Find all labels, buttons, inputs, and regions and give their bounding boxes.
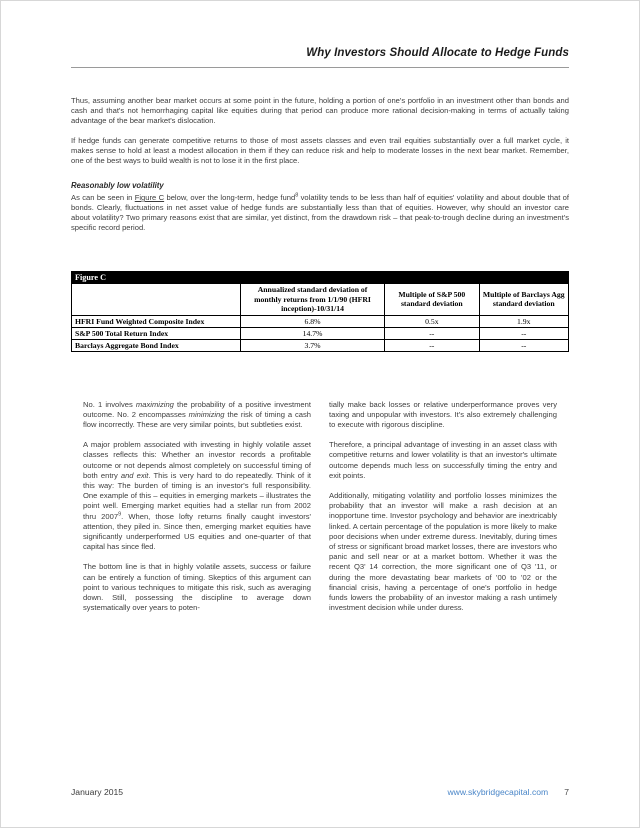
text-run: the probability of a positive investment outcome. No. 2 encompasses bbox=[83, 399, 311, 419]
section-heading: Reasonably low volatility bbox=[71, 181, 164, 190]
table-row bbox=[72, 339, 569, 351]
table-cell: 0.5x bbox=[385, 315, 479, 327]
emphasis-and-exit: and exit bbox=[120, 470, 149, 480]
table-row bbox=[72, 315, 569, 327]
text-run: No. 1 involves bbox=[83, 399, 136, 409]
paragraph-volatility bbox=[71, 193, 569, 233]
figure-c-table bbox=[71, 271, 569, 352]
table-header-empty bbox=[72, 284, 241, 316]
text-run: As can be seen in bbox=[71, 193, 135, 202]
table-header-annualized-std: Annualized standard deviation of monthly returns from 1/1/90 (HFRI inception)-10/31/14 bbox=[240, 284, 384, 316]
left-column bbox=[83, 400, 311, 624]
row-label-barclays: Barclays Aggregate Bond Index bbox=[72, 339, 241, 351]
footer-right bbox=[447, 787, 569, 797]
table-cell: -- bbox=[385, 327, 479, 339]
text-run: the risk of timing a cash flow incorrectly. These are very similar points, but subtleties exist. bbox=[83, 409, 311, 429]
table-cell: 3.7% bbox=[240, 339, 384, 351]
table-cell: 6.8% bbox=[240, 315, 384, 327]
table-header-sp500-multiple: Multiple of S&P 500 standard deviation bbox=[385, 284, 479, 316]
figure-c-reference: Figure C bbox=[134, 193, 165, 202]
footer-date: January 2015 bbox=[71, 787, 124, 797]
page-number: 7 bbox=[564, 787, 569, 797]
paragraph-right-2: Therefore, a principal advantage of investing in an asset class with competitive returns and lower volatility is that an investor's ultimate outcome depends much less on successfully timing the entry and exit points. bbox=[329, 440, 557, 480]
document-title: Why Investors Should Allocate to Hedge Funds bbox=[71, 47, 569, 68]
two-column-text bbox=[71, 400, 569, 624]
text-run: A major problem associated with investing in highly volatile asset classes reflects this: Whether an investor records a profitable outcome or not depends almost completely on successful timing of both entry bbox=[83, 440, 311, 480]
row-label-sp500: S&P 500 Total Return Index bbox=[72, 327, 241, 339]
table-cell: -- bbox=[385, 339, 479, 351]
body-text bbox=[71, 96, 569, 623]
table-cell: 14.7% bbox=[240, 327, 384, 339]
paragraph-left-1 bbox=[83, 400, 311, 431]
table-cell: 1.9x bbox=[479, 315, 568, 327]
paragraph-right-1: tially make back losses or relative underperformance proves very taxing and unpopular with investors. It's also extremely challenging to execute with rigorous discipline. bbox=[329, 399, 557, 429]
table-header-barclays-multiple: Multiple of Barclays Agg standard deviation bbox=[479, 284, 568, 316]
figure-c-title: Figure C bbox=[72, 272, 569, 284]
paragraph-intro-2: If hedge funds can generate competitive returns to those of most assets classes and even trail equities substantially over a full market cycle, it makes sense to hold at least a modest allocation in them if they can reduce risk and help to moderate losses in the next bear market. Remember, one of the best ways to build wealth is not to lose it in the first place. bbox=[71, 136, 569, 165]
text-run: volatility tends to be less than half of equities' volatility and about double that of bonds. Clearly, fluctuations in net asset value of hedge funds are substantially less than that of equities. However, why should an investor care about volatility? Two primary reasons exist that are similar, yet distinct, from the drawdown risk – that peak-to-trough decline during an investment's specific record period. bbox=[71, 193, 570, 232]
text-run: . When, those lofty returns finally caught investors' attention, they piled in. Since then, emerging market equities have significantly underperformed US equities and one-quarter of that capital has since fled. bbox=[83, 511, 312, 552]
website-link[interactable]: www.skybridgecapital.com bbox=[447, 787, 549, 797]
page-footer bbox=[71, 787, 569, 797]
page-content bbox=[71, 47, 569, 623]
row-label-hfri: HFRI Fund Weighted Composite Index bbox=[72, 315, 241, 327]
table-cell: -- bbox=[479, 327, 568, 339]
footnote-ref-8: 8 bbox=[295, 192, 299, 199]
emphasis-minimizing: minimizing bbox=[188, 409, 225, 419]
figure-c-title-bar bbox=[72, 272, 569, 284]
emphasis-maximizing: maximizing bbox=[135, 399, 174, 409]
table-row bbox=[72, 327, 569, 339]
text-run: below, over the long-term, hedge fund bbox=[164, 193, 296, 202]
paragraph-right-3: Additionally, mitigating volatility and portfolio losses minimizes the probability that an investor will make a rash decision at an inopportune time. Investor psychology and behavior are inextricably linked. A certain percentage of the population is more likely to make poor decisions when under extreme duress. Inevitably, during times of stress or significant broad market losses, there are investors who panic and sell near or at a market bottom. Whether it was the recent Q3' 14 correction, the more significant one of Q3 '11, or during the more devastating bear markets of '00 to '02 or the financial crisis, having a percentage of one's portfolio in hedge funds lowers the probability of an investor making a rash untimely investment decision while under duress. bbox=[329, 490, 557, 613]
table-cell: -- bbox=[479, 339, 568, 351]
right-column bbox=[329, 400, 557, 624]
footnote-ref-9: 9 bbox=[118, 511, 122, 517]
paragraph-intro-1: Thus, assuming another bear market occurs at some point in the future, holding a portion of one's portfolio in an investment other than bonds and cash and that's not hemorrhaging capital like equities during that period can produce more rational decision-making in terms of actually taking advantage of the bear market's dislocation. bbox=[71, 96, 569, 125]
paragraph-left-3: The bottom line is that in highly volatile assets, success or failure can be entirely a function of timing. Skeptics of this argument can point to various techniques to mitigate this risk, such as averaging down. Still, possessing the discipline to average down systematically over years to poten- bbox=[83, 562, 311, 613]
table-header-row bbox=[72, 284, 569, 316]
paragraph-left-2 bbox=[83, 440, 311, 552]
text-run: . This is very hard to do repeatedly. Think of it this way: The burden of timing is an investor's full responsibility. One example of this – equities in emerging markets – illustrates the point well. Emerging market equities had a stellar run from 2002 thru 2007 bbox=[83, 470, 311, 521]
